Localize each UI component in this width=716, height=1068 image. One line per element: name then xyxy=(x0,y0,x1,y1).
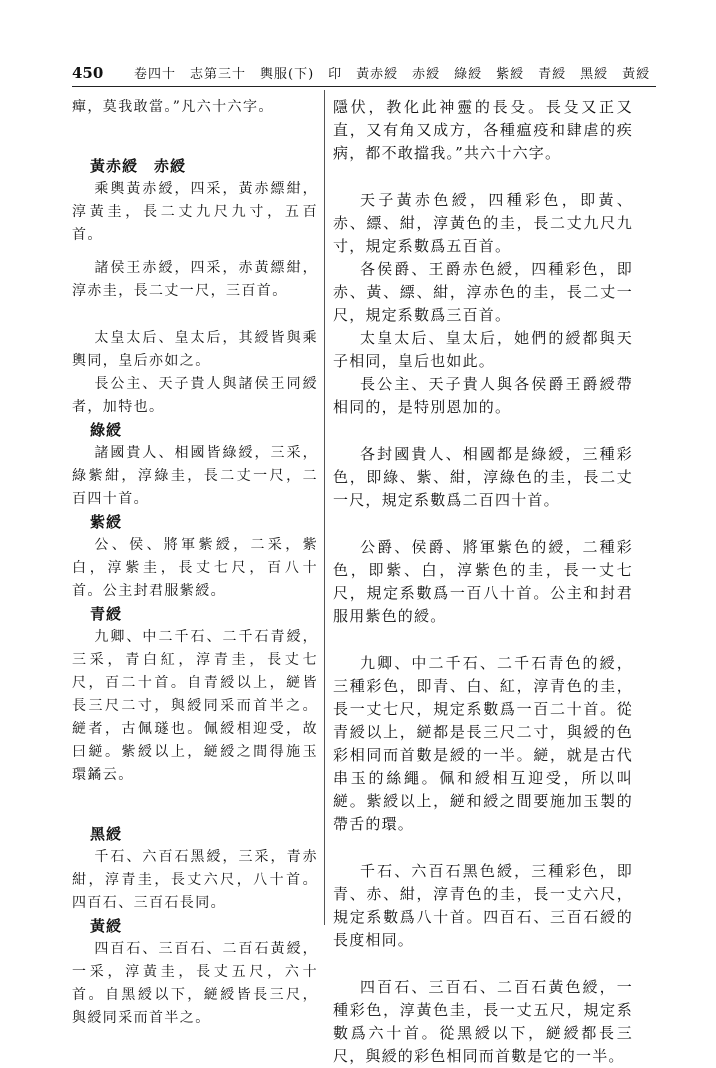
continued-paragraph: 隱伏，教化此神靈的長殳。長殳又正又直，又有角又成方，各種瘟疫和肆虐的疾病，都不敢擋我。”共六十六字。 xyxy=(333,98,633,162)
paragraph: 乘輿黃赤綬，四采，黃赤縹紺，淳黃圭，長二丈九尺九寸，五百首。 xyxy=(72,181,318,243)
section-heading: 綠綬 xyxy=(90,421,123,439)
paragraph: 長公主、天子貴人與諸侯王同綬者，加特也。 xyxy=(72,376,318,415)
section-heading: 黃綬 xyxy=(90,917,123,935)
paragraph: 千石、六百石黑色綬，三種彩色，即青、赤、紺，淳青色的圭，長一丈六尺，規定系數爲八十首。四百石、三百石綬的長度相同。 xyxy=(333,862,633,949)
translation-column xyxy=(333,96,633,1068)
page-number: 450 xyxy=(72,64,104,82)
paragraph: 太皇太后、皇太后，她們的綬都與天子相同，皇后也如此。 xyxy=(333,329,633,370)
paragraph: 各封國貴人、相國都是綠綬，三種彩色，即綠、紫、紺，淳綠色的圭，長二丈一尺，規定系數爲二百四十首。 xyxy=(333,445,633,509)
paragraph: 長公主、天子貴人與各侯爵王爵綬帶相同的，是特別恩加的。 xyxy=(333,375,633,416)
paragraph: 諸侯王赤綬，四采，赤黃縹紺，淳赤圭，長二丈一尺，三百首。 xyxy=(72,260,318,299)
column-divider xyxy=(324,90,325,925)
paragraph: 太皇太后、皇太后，其綬皆與乘輿同，皇后亦如之。 xyxy=(72,330,318,369)
continued-paragraph: 癉，莫我敢當。”凡六十六字。 xyxy=(72,99,274,115)
paragraph: 公、侯、將軍紫綬，二采，紫白，淳紫圭，長丈七尺，百八十首。公主封君服紫綬。 xyxy=(72,537,318,599)
paragraph: 公爵、侯爵、將軍紫色的綬，二種彩色，即紫、白，淳紫色的圭，長一丈七尺，規定系數爲一百八十首。公主和封君服用紫色的綬。 xyxy=(333,538,633,625)
paragraph: 天子黃赤色綬，四種彩色，即黃、赤、縹、紺，淳黃色的圭，長二丈九尺九寸，規定系數爲五百首。 xyxy=(333,191,633,255)
paragraph: 諸國貴人、相國皆綠綬，三采，綠紫紺，淳綠圭，長二丈一尺，二百四十首。 xyxy=(72,445,318,507)
paragraph: 各侯爵、王爵赤色綬，四種彩色，即赤、黃、縹、紺，淳赤色的圭，長二丈一尺，規定系數爲三百首。 xyxy=(333,260,633,324)
section-heading: 青綬 xyxy=(90,605,123,623)
paragraph: 九卿、中二千石、二千石青色的綬，三種彩色，即青、白、紅，淳青色的圭，長一丈七尺，規定系數爲一百二十首。從青綬以上，縌都是長三尺二寸，與綬的色彩相同而首數是綬的一半。縌，就是古代串玉的絲繩。佩和綬相互迎受，所以叫縌。紫綬以上，縌和綬之間要施加玉製的帶舌的環。 xyxy=(333,654,633,833)
paragraph: 九卿、中二千石、二千石青綬，三采，青白紅，淳青圭，長丈七尺，百二十首。自青綬以上，縌皆長三尺二寸，與綬同采而首半之。縌者，古佩璲也。佩綬相迎受，故曰縌。紫綬以上，縌綬之間得施玉環鐍云。 xyxy=(72,629,318,783)
section-heading: 紫綬 xyxy=(90,513,123,531)
paragraph: 千石、六百石黑綬，三采，青赤紺，淳青圭，長丈六尺，八十首。四百石、三百石長同。 xyxy=(72,849,318,911)
original-text-column xyxy=(72,96,318,1030)
running-header xyxy=(72,58,656,87)
paragraph: 四百石、三百石、二百石黃色綬，一種彩色，淳黃色圭，長一丈五尺，規定系數爲六十首。從黑綬以下，縌綬都長三尺，與綬的彩色相同而首數是它的一半。 xyxy=(333,978,633,1065)
paragraph: 四百石、三百石、二百石黃綬，一采，淳黃圭，長丈五尺，六十首。自黑綬以下，縌綬皆長三尺，與綬同采而首半之。 xyxy=(72,941,318,1026)
section-heading: 黑綬 xyxy=(90,825,123,843)
section-heading: 黃赤綬 赤綬 xyxy=(90,157,187,175)
running-title: 卷四十 志第三十 輿服(下) 印 黃赤綬 赤綬 綠綬 紫綬 青綬 黑綬 黃綬 xyxy=(134,67,651,82)
